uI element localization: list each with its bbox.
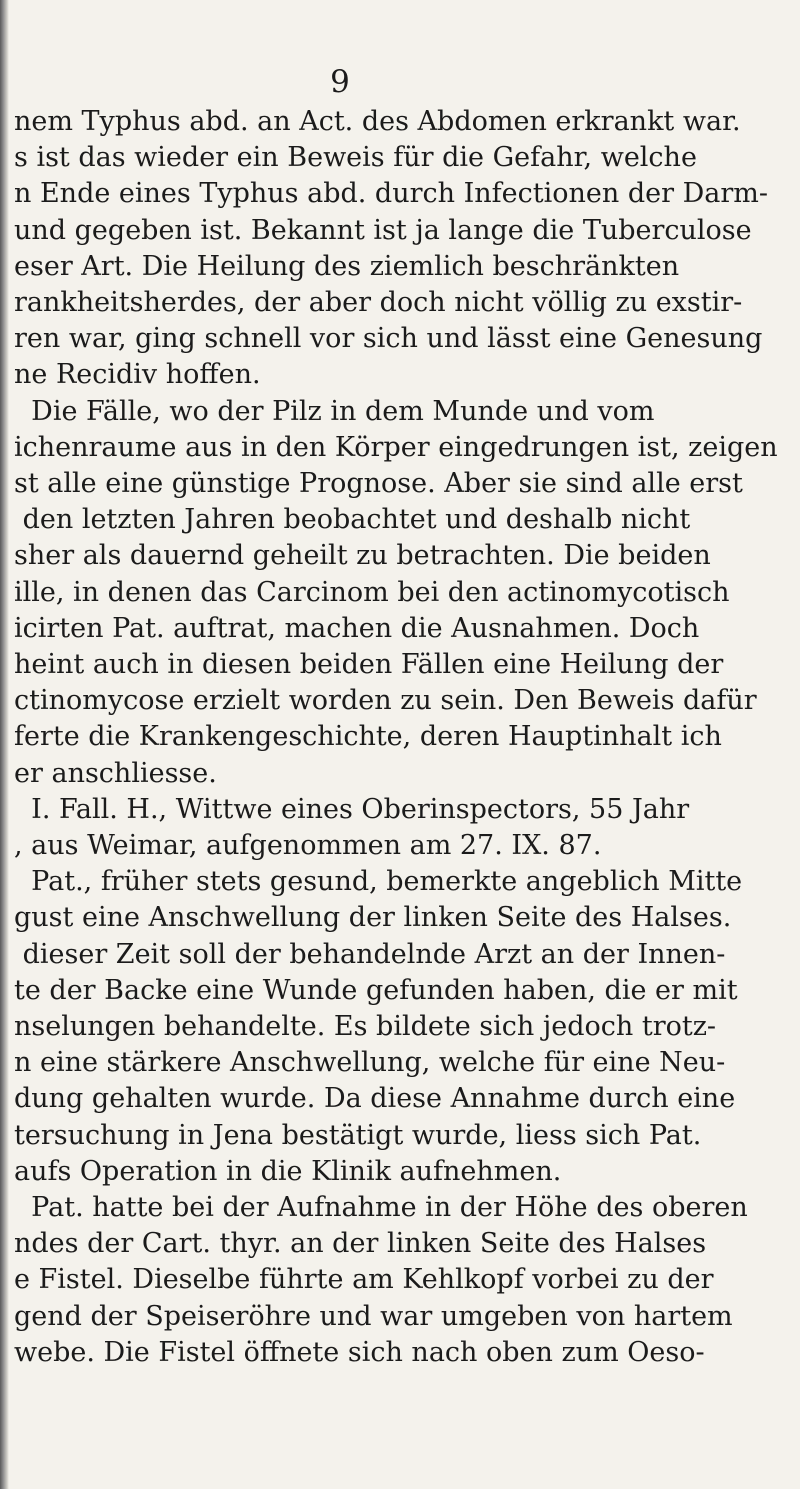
text-line: eser Art. Die Heilung des ziemlich beschränkten <box>14 251 680 282</box>
text-line: gend der Speiseröhre und war umgeben von hartem <box>14 1301 733 1332</box>
text-line: n Ende eines Typhus abd. durch Infectionen der Darm- <box>14 178 768 209</box>
text-line: dung gehalten wurde. Da diese Annahme durch eine <box>14 1083 736 1114</box>
text-line: er anschliesse. <box>14 758 217 789</box>
text-line: s ist das wieder ein Beweis für die Gefahr, welche <box>14 142 697 173</box>
text-line: ren war, ging schnell vor sich und lässt eine Genesung <box>14 323 763 354</box>
text-line: den letzten Jahren beobachtet und deshalb nicht <box>14 504 691 535</box>
text-line: rankheitsherdes, der aber doch nicht völlig zu exstir- <box>14 287 743 318</box>
text-line: aufs Operation in die Klinik aufnehmen. <box>14 1156 562 1187</box>
page-number: 9 <box>330 64 350 100</box>
text-line: e Fistel. Dieselbe führte am Kehlkopf vorbei zu der <box>14 1264 714 1295</box>
text-line: Pat., früher stets gesund, bemerkte angeblich Mitte <box>14 866 743 897</box>
text-line: Pat. hatte bei der Aufnahme in der Höhe des oberen <box>14 1192 748 1223</box>
text-line: nselungen behandelte. Es bildete sich jedoch trotz- <box>14 1011 717 1042</box>
text-line: sher als dauernd geheilt zu betrachten. Die beiden <box>14 540 711 571</box>
text-line: heint auch in diesen beiden Fällen eine Heilung der <box>14 649 724 680</box>
text-line: te der Backe eine Wunde gefunden haben, die er mit <box>14 975 738 1006</box>
text-line: icirten Pat. auftrat, machen die Ausnahmen. Doch <box>14 613 700 644</box>
page-binding-edge <box>0 0 9 1489</box>
text-line: , aus Weimar, aufgenommen am 27. IX. 87. <box>14 830 602 861</box>
text-line: webe. Die Fistel öffnete sich nach oben zum Oeso- <box>14 1337 705 1368</box>
text-line: ille, in denen das Carcinom bei den actinomycotisch <box>14 577 730 608</box>
text-line: ferte die Krankengeschichte, deren Hauptinhalt ich <box>14 721 722 752</box>
text-line: ndes der Cart. thyr. an der linken Seite des Halses <box>14 1228 707 1259</box>
text-line: dieser Zeit soll der behandelnde Arzt an der Innen- <box>14 939 726 970</box>
text-line: I. Fall. H., Wittwe eines Oberinspectors, 55 Jahr <box>14 794 690 825</box>
text-line: n eine stärkere Anschwellung, welche für eine Neu- <box>14 1047 726 1078</box>
text-line: tersuchung in Jena bestätigt wurde, liess sich Pat. <box>14 1120 702 1151</box>
text-line: gust eine Anschwellung der linken Seite des Halses. <box>14 902 732 933</box>
text-line: ichenraume aus in den Körper eingedrungen ist, zeigen <box>14 432 778 463</box>
text-line: nem Typhus abd. an Act. des Abdomen erkrankt war. <box>14 106 741 137</box>
text-line: ne Recidiv hoffen. <box>14 359 261 390</box>
text-line: und gegeben ist. Bekannt ist ja lange die Tuberculose <box>14 215 752 246</box>
text-line: ctinomycose erzielt worden zu sein. Den Beweis dafür <box>14 685 757 716</box>
text-line: Die Fälle, wo der Pilz in dem Munde und vom <box>14 396 655 427</box>
text-line: st alle eine günstige Prognose. Aber sie sind alle erst <box>14 468 743 499</box>
